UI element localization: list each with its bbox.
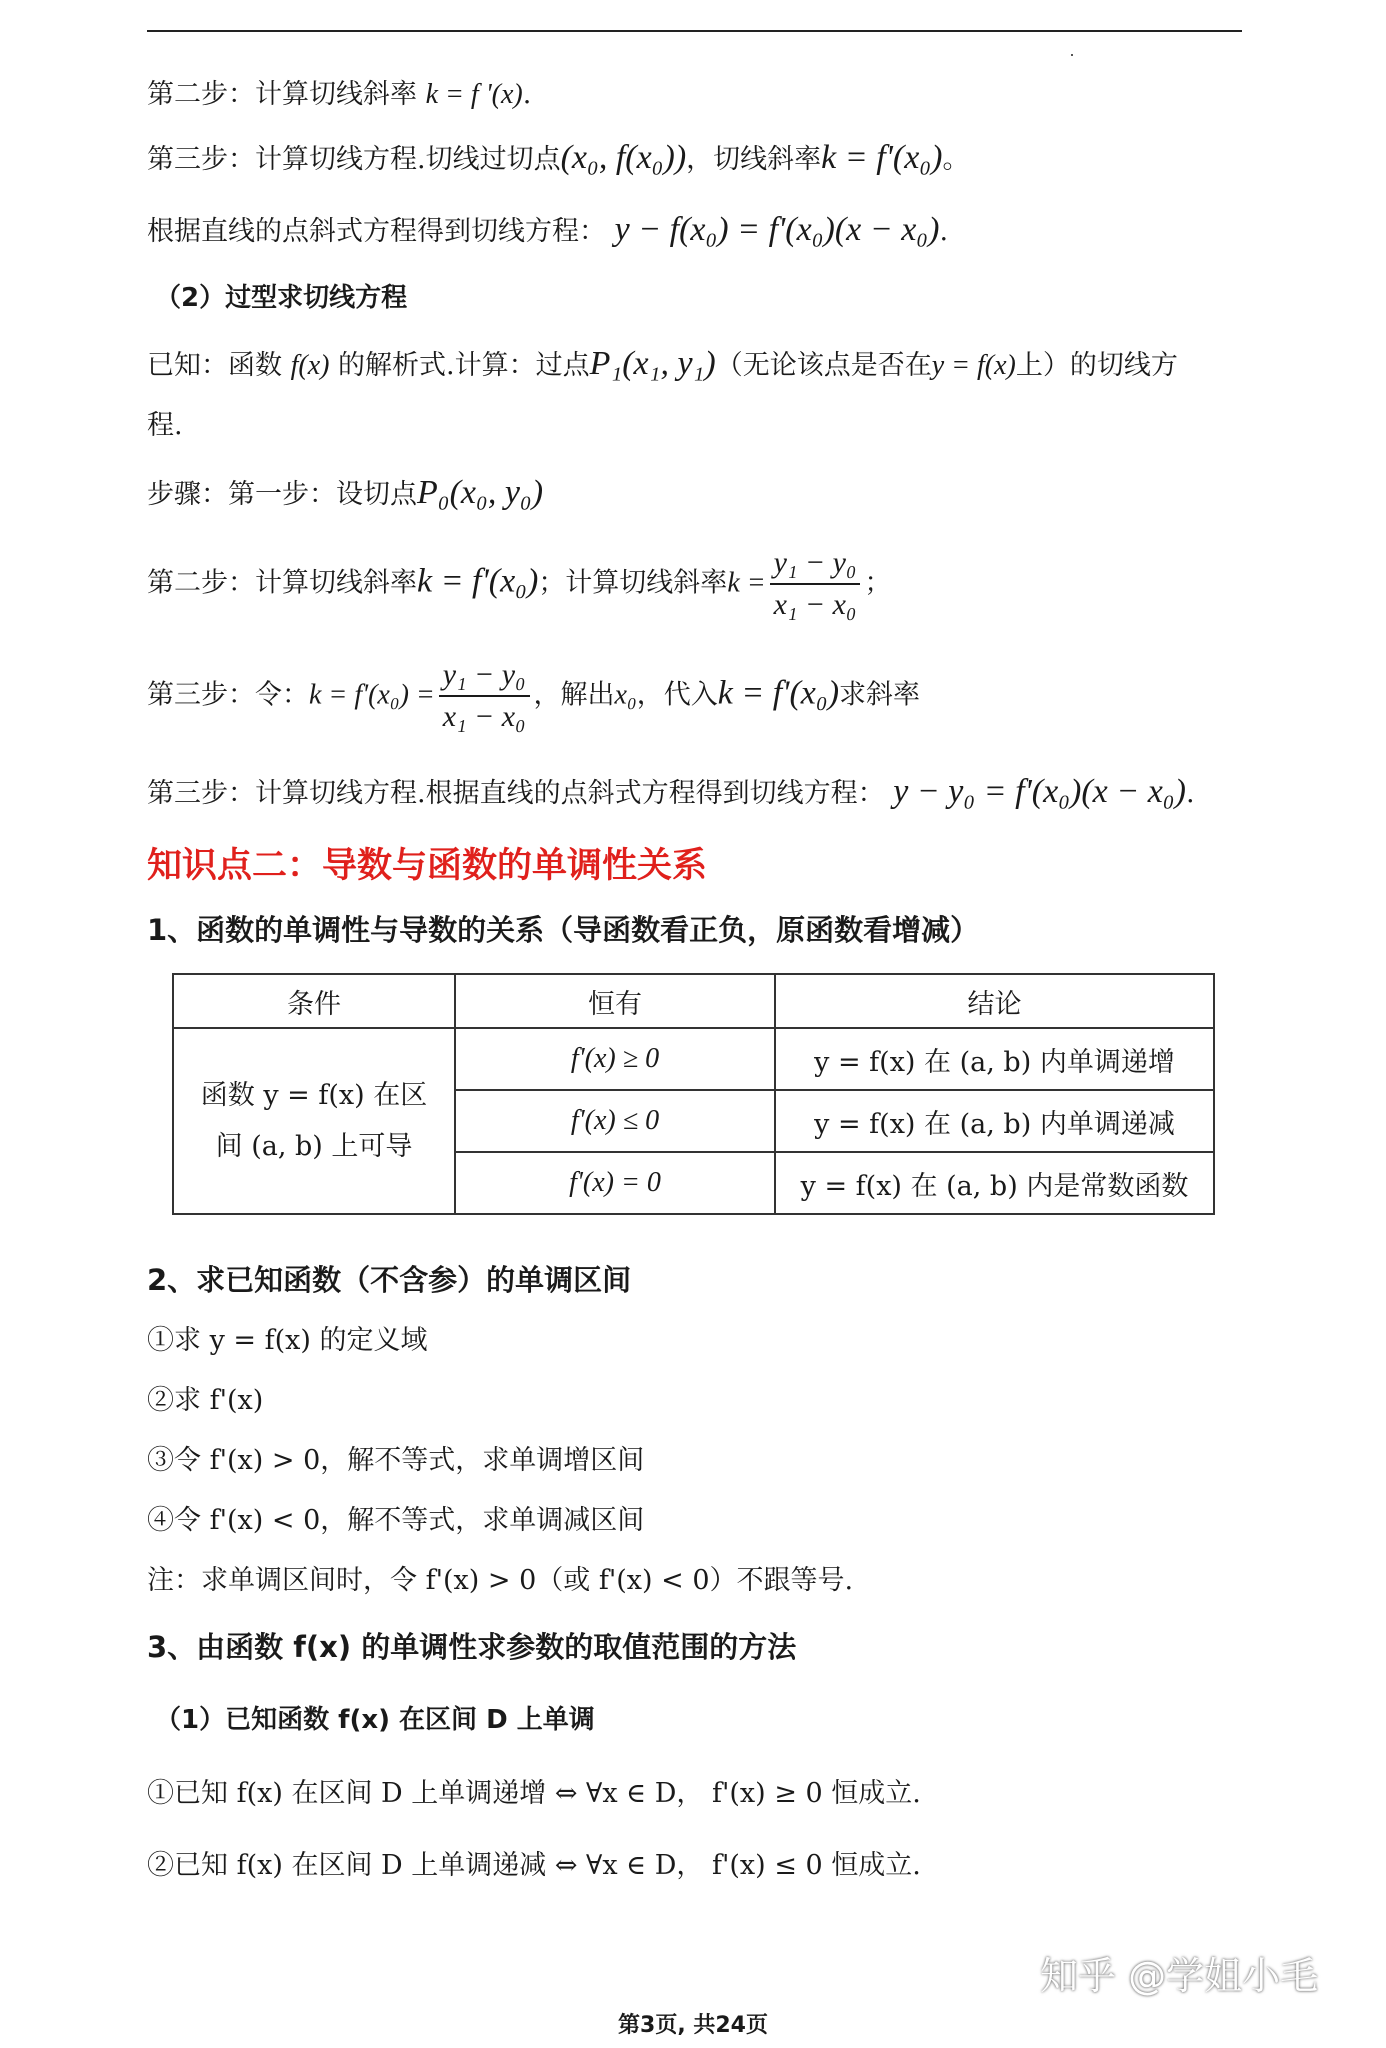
step3-equation-line	[147, 772, 1195, 813]
step2-slope-line	[147, 78, 531, 112]
slope-formula: k = f'(x₀)	[821, 139, 943, 176]
derivative-cell: f'(x) ≥ 0	[455, 1028, 775, 1090]
step3-solve-line	[147, 657, 920, 735]
denominator: x₁ − x₀	[442, 700, 526, 733]
heading-3: 3、由函数 f(x) 的单调性求参数的取值范围的方法	[147, 1630, 797, 1664]
subheading-pass-through: （2）过型求切线方程	[155, 283, 408, 313]
step3-tangent-line	[147, 138, 969, 179]
derivative-cell: f'(x) = 0	[455, 1152, 775, 1214]
text: ，解出	[533, 679, 615, 711]
step1-line	[147, 473, 543, 514]
monotonicity-table	[172, 973, 1215, 1215]
formula: y = f(x)	[931, 350, 1016, 381]
step2-text: 第二步：计算切线斜率	[147, 79, 417, 110]
list-item: ②已知 f(x) 在区间 D 上单调递减 ⇔ ∀x ∈ D， f'(x) ≤ 0 恒成立.	[147, 1850, 921, 1881]
formula: k = f'(x₀) =	[309, 679, 435, 711]
text: 第三步：计算切线方程.根据直线的点斜式方程得到切线方程：	[147, 778, 885, 809]
list-item: ②求 f'(x)	[147, 1385, 264, 1416]
fraction	[770, 545, 861, 623]
table-header-row	[173, 974, 1214, 1028]
section-title: 知识点二：导数与函数的单调性关系	[147, 846, 708, 886]
list-item: ③令 f'(x) > 0，解不等式，求单调增区间	[147, 1445, 645, 1476]
condition-cell	[173, 1028, 455, 1214]
numerator: y₁ − y₀	[439, 657, 530, 697]
step2-formula: k = f '(x)	[425, 79, 523, 110]
top-rule	[147, 30, 1242, 32]
list-item: ④令 f'(x) < 0，解不等式，求单调减区间	[147, 1505, 645, 1536]
header-always: 恒有	[455, 974, 775, 1028]
conclusion-cell: y = f(x) 在 (a, b) 内单调递增	[775, 1028, 1214, 1090]
table-row	[173, 1028, 1214, 1090]
derivative-cell: f'(x) ≤ 0	[455, 1090, 775, 1152]
text: 的解析式.计算：过点	[338, 350, 590, 381]
speck	[1071, 54, 1073, 56]
text: ；	[864, 567, 892, 599]
watermark: 知乎 @学姐小毛	[1040, 1954, 1319, 1998]
tangent-equation: y − f(x₀) = f'(x₀)(x − x₀)	[614, 211, 940, 248]
formula: P₁(x₁, y₁)	[589, 345, 716, 382]
conclusion-cell: y = f(x) 在 (a, b) 内单调递减	[775, 1090, 1214, 1152]
numerator: y₁ − y₀	[770, 545, 861, 585]
period: .	[522, 79, 532, 110]
fraction	[439, 657, 530, 735]
formula: f(x)	[290, 350, 330, 381]
known-function-line	[147, 344, 1178, 385]
subheading-3-1: （1）已知函数 f(x) 在区间 D 上单调	[155, 1705, 595, 1735]
list-item: ①求 y = f(x) 的定义域	[147, 1325, 428, 1356]
formula: y − y₀ = f'(x₀)(x − x₀)	[893, 773, 1186, 810]
period: .	[939, 216, 949, 247]
formula: x₀	[614, 679, 637, 711]
text: 已知：函数	[147, 350, 282, 381]
continuation-line: 程.	[147, 410, 183, 441]
step3-mid-text: ，切线斜率	[686, 144, 822, 175]
text: （无论该点是否在	[715, 350, 932, 381]
point-slope-line	[147, 210, 948, 251]
period: 。	[942, 144, 970, 175]
text: 求斜率	[839, 679, 921, 711]
formula: P₀(x₀, y₀)	[417, 474, 544, 511]
text: 第三步：令：	[147, 679, 309, 711]
text: 步骤：第一步：设切点	[147, 479, 417, 510]
header-condition: 条件	[173, 974, 455, 1028]
denominator: x₁ − x₀	[773, 588, 857, 621]
text: 第二步：计算切线斜率	[147, 567, 417, 599]
formula: k = f'(x₀)	[717, 674, 840, 712]
formula: k = f'(x₀)	[417, 562, 539, 600]
text: ；计算切线斜率	[538, 567, 728, 599]
text: 上）的切线方	[1015, 350, 1178, 381]
list-item: ①已知 f(x) 在区间 D 上单调递增 ⇔ ∀x ∈ D， f'(x) ≥ 0 恒成立.	[147, 1778, 921, 1809]
text: ，代入	[636, 679, 718, 711]
condition-line-2: 间 (a, b) 上可导	[215, 1131, 413, 1162]
conclusion-cell: y = f(x) 在 (a, b) 内是常数函数	[775, 1152, 1214, 1214]
tangent-point-formula: (x₀, f(x₀))	[560, 139, 687, 176]
step3-text: 第三步：计算切线方程.切线过切点	[147, 144, 561, 175]
page-footer: 第3页, 共24页	[618, 2013, 768, 2038]
period: .	[1185, 778, 1195, 809]
step2-two-slopes-line	[147, 545, 891, 623]
note: 注：求单调区间时，令 f'(x) > 0（或 f'(x) < 0）不跟等号.	[147, 1565, 854, 1596]
heading-1: 1、函数的单调性与导数的关系（导函数看正负，原函数看增减）	[147, 913, 980, 947]
condition-line-1: 函数 y = f(x) 在区	[200, 1079, 428, 1111]
heading-2: 2、求已知函数（不含参）的单调区间	[147, 1263, 632, 1297]
formula: k =	[727, 567, 766, 599]
header-conclusion: 结论	[775, 974, 1214, 1028]
point-slope-text: 根据直线的点斜式方程得到切线方程：	[147, 216, 606, 247]
